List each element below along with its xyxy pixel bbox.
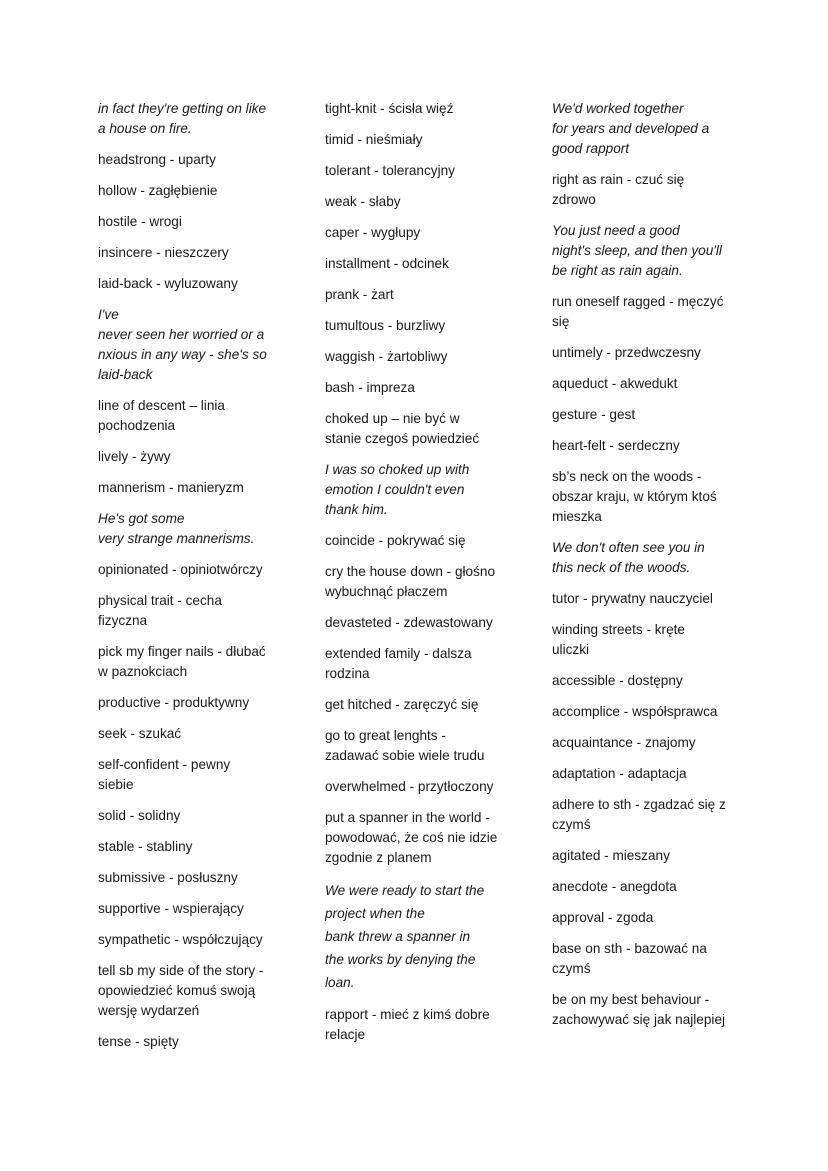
vocabulary-entry: pick my finger nails - dłubać w paznokciach bbox=[98, 644, 266, 679]
vocabulary-entry: mannerism - manieryzm bbox=[98, 480, 244, 495]
vocabulary-entry: physical trait - cecha fizyczna bbox=[98, 593, 222, 628]
vocabulary-entry: adaptation - adaptacja bbox=[552, 766, 687, 781]
vocabulary-entry: installment - odcinek bbox=[325, 256, 449, 271]
example-sentence: in fact they're getting on like a house on fire. bbox=[98, 101, 267, 136]
vocabulary-entry: winding streets - kręte uliczki bbox=[552, 622, 685, 657]
vocabulary-entry: hostile - wrogi bbox=[98, 214, 182, 229]
vocabulary-entry: line of descent – linia pochodzenia bbox=[98, 398, 225, 433]
vocabulary-entry: get hitched - zaręczyć się bbox=[325, 697, 479, 712]
vocabulary-entry: cry the house down - głośno wybuchnąć płaczem bbox=[325, 564, 496, 599]
vocabulary-entry: prank - żart bbox=[325, 287, 394, 302]
example-sentence: We were ready to start the project when the bank threw a spanner in the works by denying the loan. bbox=[325, 883, 485, 990]
vocabulary-entry: adhere to sth - zgadzać się z czymś bbox=[552, 797, 726, 832]
vocabulary-entry: gesture - gest bbox=[552, 407, 636, 422]
vocabulary-entry: insincere - nieszczery bbox=[98, 245, 229, 260]
vocabulary-entry: tolerant - tolerancyjny bbox=[325, 163, 455, 178]
vocabulary-entry: opinionated - opiniotwórczy bbox=[98, 562, 263, 577]
example-sentence: I was so choked up with emotion I couldn't even thank him. bbox=[325, 462, 470, 517]
vocabulary-entry: put a spanner in the world - powodować, że coś nie idzie zgodnie z planem bbox=[325, 810, 498, 865]
example-sentence: I've never seen her worried or a nxious in any way - she's so laid-back bbox=[98, 307, 267, 382]
vocabulary-entry: tell sb my side of the story - opowiedzieć komuś swoją wersję wydarzeń bbox=[98, 963, 264, 1018]
vocabulary-entry: productive - produktywny bbox=[98, 695, 250, 710]
vocabulary-entry: accomplice - współsprawca bbox=[552, 704, 718, 719]
vocabulary-entry: caper - wygłupy bbox=[325, 225, 421, 240]
vocabulary-entry: approval - zgoda bbox=[552, 910, 654, 925]
example-sentence: He's got some very strange mannerisms. bbox=[98, 511, 255, 546]
vocabulary-entry: timid - nieśmiały bbox=[325, 132, 423, 147]
example-sentence: We don't often see you in this neck of the woods. bbox=[552, 540, 705, 575]
vocabulary-entry: acquaintance - znajomy bbox=[552, 735, 696, 750]
vocabulary-entry: go to great lenghts - zadawać sobie wiele trudu bbox=[325, 728, 485, 763]
vocabulary-entry: extended family - dalsza rodzina bbox=[325, 646, 472, 681]
vocabulary-entry: submissive - posłuszny bbox=[98, 870, 238, 885]
vocabulary-entry: agitated - mieszany bbox=[552, 848, 670, 863]
example-sentence: You just need a good night's sleep, and then you'll be right as rain again. bbox=[552, 223, 722, 278]
vocabulary-entry: supportive - wspierający bbox=[98, 901, 244, 916]
vocabulary-column-2 bbox=[325, 99, 531, 1056]
vocabulary-entry: overwhelmed - przytłoczony bbox=[325, 779, 494, 794]
vocabulary-entry: tense - spięty bbox=[98, 1034, 179, 1049]
vocabulary-entry: headstrong - uparty bbox=[98, 152, 216, 167]
vocabulary-entry: stable - stabliny bbox=[98, 839, 193, 854]
vocabulary-entry: lively - żywy bbox=[98, 449, 171, 464]
vocabulary-entry: seek - szukać bbox=[98, 726, 182, 741]
vocabulary-entry: sb’s neck on the woods - obszar kraju, w którym ktoś mieszka bbox=[552, 469, 717, 524]
vocabulary-entry: waggish - żartobliwy bbox=[325, 349, 448, 364]
vocabulary-column-3 bbox=[552, 99, 752, 1041]
vocabulary-entry: run oneself ragged - męczyć się bbox=[552, 294, 724, 329]
vocabulary-entry: untimely - przedwczesny bbox=[552, 345, 701, 360]
vocabulary-entry: hollow - zagłębienie bbox=[98, 183, 218, 198]
vocabulary-entry: tutor - prywatny nauczyciel bbox=[552, 591, 713, 606]
vocabulary-entry: heart-felt - serdeczny bbox=[552, 438, 680, 453]
vocabulary-entry: tumultous - burzliwy bbox=[325, 318, 446, 333]
vocabulary-entry: right as rain - czuć się zdrowo bbox=[552, 172, 685, 207]
vocabulary-entry: accessible - dostępny bbox=[552, 673, 683, 688]
vocabulary-entry: rapport - mieć z kimś dobre relacje bbox=[325, 1007, 490, 1042]
vocabulary-entry: weak - słaby bbox=[325, 194, 401, 209]
vocabulary-entry: sympathetic - współczujący bbox=[98, 932, 263, 947]
vocabulary-entry: laid-back - wyluzowany bbox=[98, 276, 238, 291]
vocabulary-entry: solid - solidny bbox=[98, 808, 181, 823]
vocabulary-entry: be on my best behaviour - zachowywać się jak najlepiej bbox=[552, 992, 726, 1027]
vocabulary-entry: choked up – nie być w stanie czegoś powiedzieć bbox=[325, 411, 480, 446]
vocabulary-entry: tight-knit - ścisła więź bbox=[325, 101, 454, 116]
vocabulary-column-1 bbox=[98, 99, 304, 1063]
vocabulary-entry: devasteted - zdewastowany bbox=[325, 615, 493, 630]
vocabulary-entry: bash - impreza bbox=[325, 380, 415, 395]
vocabulary-entry: coincide - pokrywać się bbox=[325, 533, 466, 548]
vocabulary-entry: base on sth - bazować na czymś bbox=[552, 941, 707, 976]
example-sentence: We'd worked together for years and developed a good rapport bbox=[552, 101, 710, 156]
vocabulary-entry: anecdote - anegdota bbox=[552, 879, 677, 894]
vocabulary-entry: self-confident - pewny siebie bbox=[98, 757, 231, 792]
vocabulary-entry: aqueduct - akwedukt bbox=[552, 376, 678, 391]
